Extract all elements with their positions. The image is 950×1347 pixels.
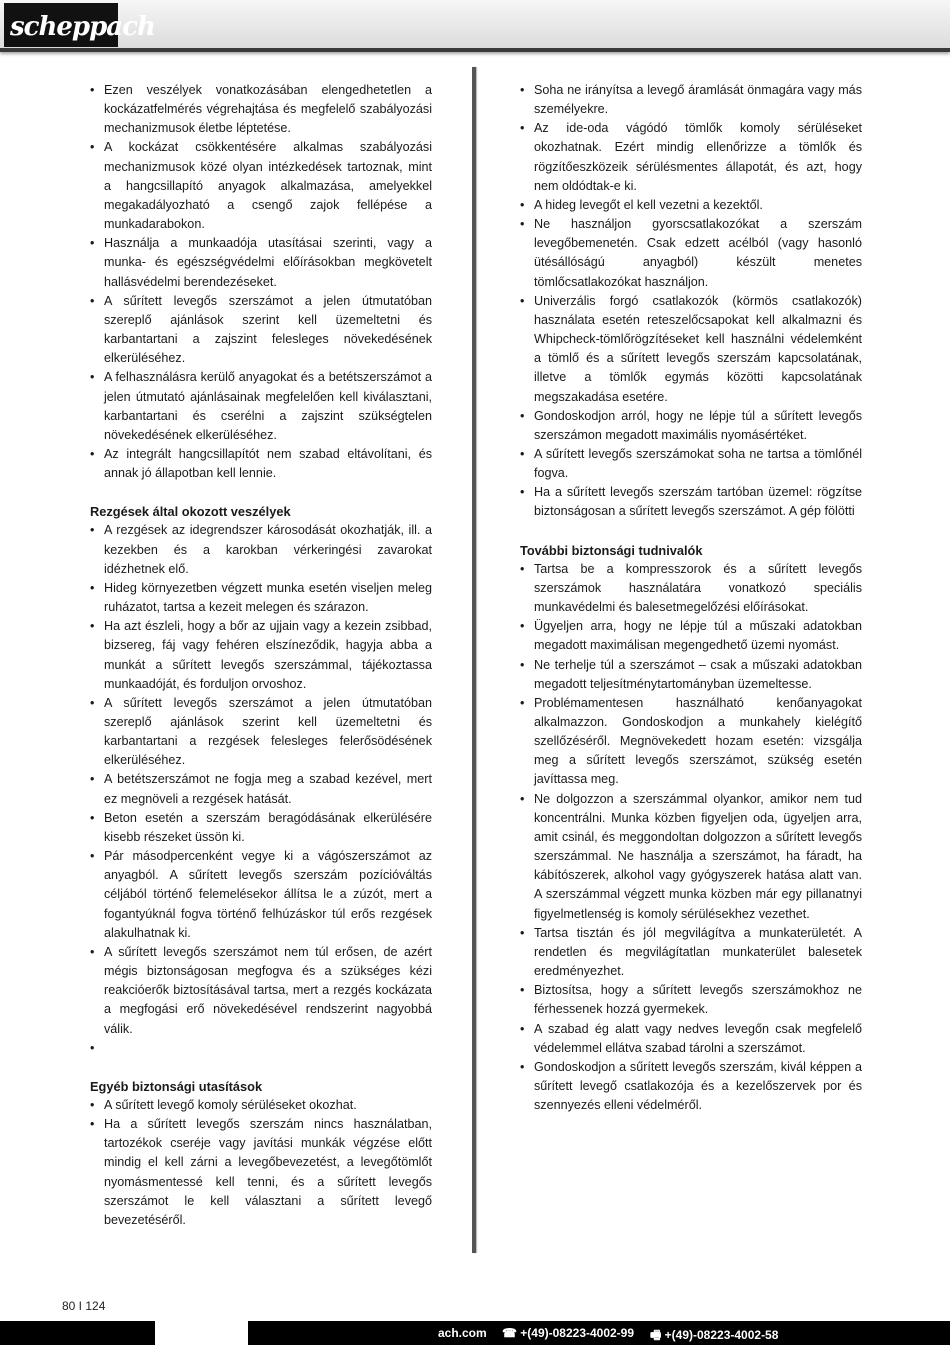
list-item: • Ügyeljen arra, hogy ne lépje túl a műszaki adatokban megadott maximálisan megengedhető üzemi nyomást.: [520, 617, 862, 655]
section-heading: További biztonsági tudnivalók: [520, 542, 703, 558]
list-item: • Biztosítsa, hogy a sűrített levegős szerszámokhoz ne férhessenek hozzá gyermekek.: [520, 981, 862, 1019]
list-item: • Pár másodpercenként vegye ki a vágószerszámot az anyagból. A sűrített levegős szerszám pozícióváltás céljából történő felemelésekor állítsa le a zúzót, mert a fogantyúknál fogva történő felhúzáskor túl erős rezgések alakulhatnak ki.: [90, 847, 432, 943]
list-item: • Soha ne irányítsa a levegő áramlását önmagára vagy más személyekre.: [520, 81, 862, 119]
list-item: • Beton esetén a szerszám beragódásának elkerülésére kisebb részeket üssön ki.: [90, 809, 432, 847]
section-heading: Egyéb biztonsági utasítások: [90, 1078, 263, 1094]
list-item: • Ha a sűrített levegős szerszám tartóban üzemel: rögzítse biztonságosan a sűrített levegős szerszámot. A gép fölötti: [520, 483, 862, 521]
section-gap: [520, 522, 862, 541]
footer-phone: ☎ +(49)-08223-4002-99: [502, 1326, 635, 1340]
section-gap: [90, 483, 432, 502]
list-item: • Gondoskodjon arról, hogy ne lépje túl a sűrített levegős szerszámon megadott maximális nyomásértéket.: [520, 407, 862, 445]
list-item: • A betétszerszámot ne fogja meg a szabad kezével, mert ez megnöveli a rezgések hatását.: [90, 770, 432, 808]
bullet-list: [520, 81, 862, 522]
list-item: • A hideg levegőt el kell vezetni a kezektől.: [520, 196, 862, 215]
right-column: [520, 81, 862, 1115]
list-item: • A kockázat csökkentésére alkalmas szabályozási mechanizmusok közé olyan intézkedések tartoznak, mint a hangcsillapító anyagok alkalmazása, amelyekkel megakadályozható a csengő zajok fellépése a munkadarabokon.: [90, 138, 432, 234]
list-item: • Ha a sűrített levegős szerszám nincs használatban, tartozékok cseréje vagy javítási munkák végzése előtt mindig el kell zárni a levegőbevezetést, a levegőtömlőt nyomásmentessé kell tenni, és a sűrített levegős szerszámot le kell választani a sűrített levegő bevezetéséről.: [90, 1115, 432, 1230]
list-item: • Használja a munkaadója utasításai szerinti, vagy a munka- és egészségvédelmi előírásokban megkövetelt hallásvédelmi berendezéseket.: [90, 234, 432, 291]
bullet-list: [520, 560, 862, 1116]
list-item: • Ne használjon gyorscsatlakozókat a szerszám levegőbemenetén. Csak edzett acélból (vagy hasonló ütésállóságú anyagból) készült menetes tömlőcsatlakozókat használjon.: [520, 215, 862, 292]
list-item: • A sűrített levegős szerszámot a jelen útmutatóban szereplő ajánlások szerint kell üzemeltetni és karbantartani a zajszint felesleges növekedésének elkerüléséhez.: [90, 292, 432, 369]
section-heading: Rezgések által okozott veszélyek: [90, 504, 291, 520]
column-divider: [472, 67, 476, 1253]
list-item: • A sűrített levegős szerszámokat soha ne tartsa a tömlőnél fogva.: [520, 445, 862, 483]
list-item: • A sűrített levegő komoly sérüléseket okozhat.: [90, 1096, 432, 1115]
list-item: • Ne terhelje túl a szerszámot – csak a műszaki adatokban megadott teljesítménytartományban üzemeltesse.: [520, 656, 862, 694]
list-item: • Ezen veszélyek vonatkozásában elengedhetetlen a kockázatfelmérés végrehajtása és megfelelő szabályozási mechanizmusok életbe léptetése.: [90, 81, 432, 138]
footer-fax: 🖷 +(49)-08223-4002-58: [650, 1328, 779, 1342]
list-item: • Problémamentesen használható kenőanyagokat alkalmazzon. Gondoskodjon a munkahely kielégítő szellőzéséről. Megnövekedett hozam esetén: vizsgálja meg a sűrített levegős szerszámot, szükség esetén javíttassa meg.: [520, 694, 862, 790]
list-item: • A sűrített levegős szerszámot nem túl erősen, de azért mégis biztonságosan megfogva és a szükséges kézi reakcióerők biztosításával tartsa, mert a rezgés kockázata a megfogási erő növekedésével rendszerint nagyobbá válik.: [90, 943, 432, 1039]
list-item: • Ne dolgozzon a szerszámmal olyankor, amikor nem tud koncentrálni. Munka közben figyeljen oda, ügyeljen arra, amit csinál, és meggondoltan dolgozzon a sűrített levegős szerszámmal. Ne használja a szerszámot, ha fáradt, ha kábítószerek, alkohol vagy gyógyszerek hatása alatt van. A szerszámmal végzett munka közben már egy pillanatnyi figyelmetlenség is komoly sérülésekhez vezethet.: [520, 790, 862, 924]
list-item: • Univerzális forgó csatlakozók (körmös csatlakozók) használata esetén reteszelőcsapokat kell alkalmazni és Whipcheck-tömlőrögzítéseket kell használni védelemként a tömlő és a sűrített levegős szerszám kapcsolatának, illetve a tömlők egymás közötti kapcsolatának megszakadása esetére.: [520, 292, 862, 407]
list-item: • Gondoskodjon a sűrített levegős szerszám, kivál képpen a sűrített levegő csatlakozója és a kezelőszervek por és szennyezés elleni védelméről.: [520, 1058, 862, 1115]
brand-logo: [4, 3, 155, 47]
footer-bar: [248, 1321, 950, 1345]
page-header: [0, 0, 950, 52]
list-item: • A rezgések az idegrendszer károsodását okozhatják, ill. a kezekben és a karokban vérkeringési zavarokat idézhetnek elő.: [90, 521, 432, 578]
page-number: 80 I 124: [62, 1299, 106, 1313]
list-item: • A felhasználásra kerülő anyagokat és a betétszerszámot a jelen útmutató ajánlásainak megfelelően kell kiválasztani, karbantartani és cserélni a zajszint szükségtelen növekedésének elkerüléséhez.: [90, 368, 432, 445]
bullet-list: [90, 521, 432, 1057]
list-item: • Az ide-oda vágódó tömlők komoly sérüléseket okozhatnak. Ezért mindig ellenőrizze a tömlők és rögzítőeszközeik sérülésmentes állapotát, és azt, hogy nem oldódtak-e ki.: [520, 119, 862, 196]
list-item: [90, 1039, 432, 1058]
list-item: • Az integrált hangcsillapítót nem szabad eltávolítani, és annak jó állapotban kell lennie.: [90, 445, 432, 483]
left-column: [90, 81, 432, 1230]
brand-logo-text: scheppach: [10, 12, 155, 42]
list-item: • Tartsa be a kompresszorok és a sűrített levegős szerszámok használatára vonatkozó speciális munkavédelmi és balesetmegelőzési előírásokat.: [520, 560, 862, 617]
list-item: • Ha azt észleli, hogy a bőr az ujjain vagy a kezein zsibbad, bizsereg, fáj vagy fehéren elszíneződik, hagyja abba a munkát a sűrített levegős szerszámmal, tájékoztassa munkaadóját, és forduljon orvoshoz.: [90, 617, 432, 694]
footer-bar-left: [0, 1321, 155, 1345]
list-item: • A sűrített levegős szerszámot a jelen útmutatóban szereplő ajánlások szerint kell üzemeltetni és karbantartani a rezgések felesleges felerősödésének elkerüléséhez.: [90, 694, 432, 771]
list-item: • Hideg környezetben végzett munka esetén viseljen meleg ruházatot, tartsa a kezeit melegen és szárazon.: [90, 579, 432, 617]
footer-website: ach.com: [438, 1326, 487, 1340]
section-gap: [90, 1058, 432, 1077]
list-item: • A szabad ég alatt vagy nedves levegőn csak megfelelő védelemmel ellátva szabad tárolni a szerszámot.: [520, 1020, 862, 1058]
bullet-list: [90, 81, 432, 483]
list-item: • Tartsa tisztán és jól megvilágítva a munkaterületét. A rendetlen és megvilágítatlan munkaterület balesetek eredményezhet.: [520, 924, 862, 981]
bullet-list: [90, 1096, 432, 1230]
